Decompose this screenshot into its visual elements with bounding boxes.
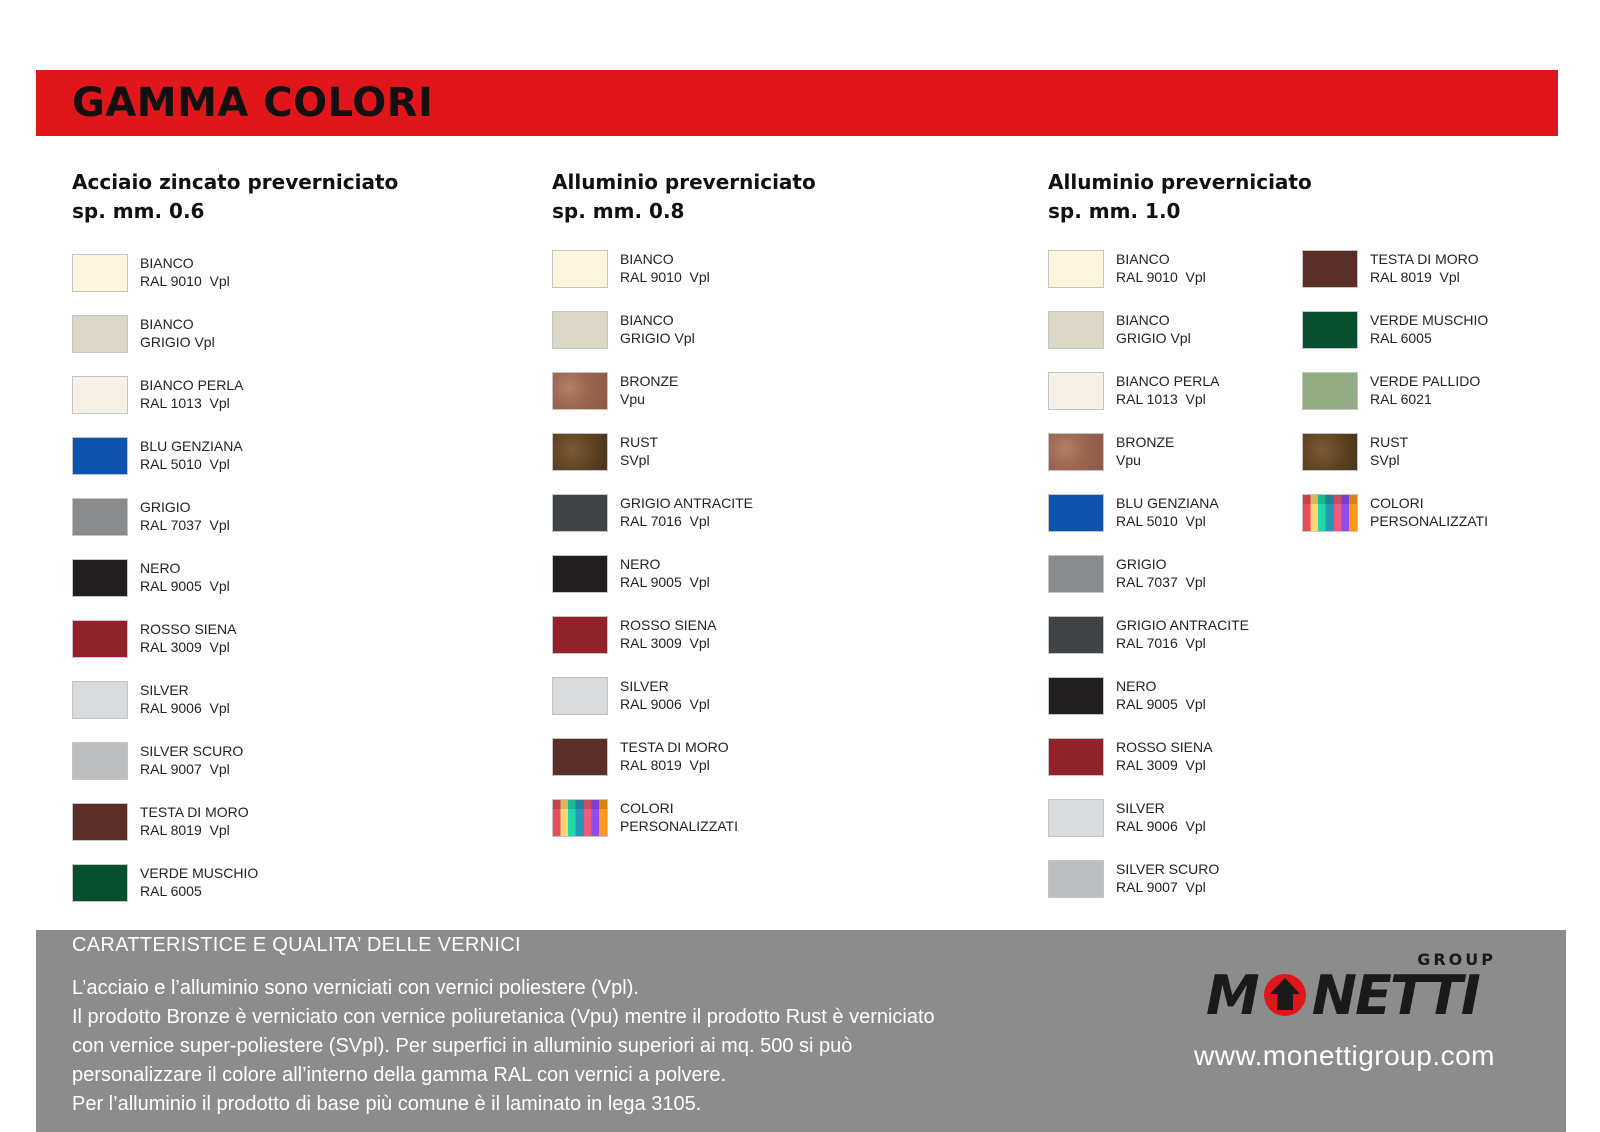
column-heading-line1: Acciaio zincato preverniciato: [72, 170, 399, 194]
color-code: RAL 9006 Vpl: [140, 700, 230, 716]
website-link[interactable]: www.monettigroup.com: [1194, 1040, 1496, 1071]
color-swatch-item: [72, 864, 312, 908]
column-heading: [552, 168, 816, 226]
color-chip: [72, 864, 128, 902]
color-code: RAL 9006 Vpl: [620, 696, 710, 712]
color-chip: [1048, 555, 1104, 593]
color-swatch-item: [1302, 311, 1542, 355]
color-code: SVpl: [1370, 452, 1400, 468]
color-code: RAL 7016 Vpl: [620, 513, 710, 529]
color-swatch-item: [1048, 433, 1288, 477]
color-name: RUST: [620, 434, 659, 450]
color-name: BIANCO PERLA: [1116, 373, 1220, 389]
color-chip: [1048, 860, 1104, 898]
color-code: RAL 8019 Vpl: [1370, 269, 1460, 285]
color-code: GRIGIO Vpl: [140, 334, 215, 350]
color-chip: [1048, 494, 1104, 532]
color-chip: [1048, 677, 1104, 715]
monetti-logo: [1206, 950, 1496, 1040]
color-code: RAL 1013 Vpl: [1116, 391, 1206, 407]
color-name: SILVER SCURO: [140, 743, 244, 759]
color-swatch-item: [1302, 433, 1542, 477]
color-code: RAL 9010 Vpl: [1116, 269, 1206, 285]
color-label: [620, 616, 716, 652]
column-alluminio-08: [552, 168, 816, 834]
color-label: [1116, 860, 1219, 896]
color-chip: [1048, 738, 1104, 776]
footer-heading: CARATTERISTICE E QUALITA’ DELLE VERNICI: [72, 934, 521, 956]
color-name: BLU GENZIANA: [1116, 495, 1219, 511]
color-label: [1116, 677, 1206, 713]
column-acciaio-06: [72, 168, 399, 899]
color-code: RAL 9010 Vpl: [620, 269, 710, 285]
color-code: PERSONALIZZATI: [620, 818, 738, 834]
color-chip: [552, 311, 608, 349]
color-chip: [1048, 433, 1104, 471]
footer-line: Per l’alluminio il prodotto di base più comune è il laminato in lega 3105.: [72, 1093, 702, 1115]
color-swatch-item: [552, 555, 792, 599]
color-label: [140, 437, 243, 473]
color-swatch-item: [552, 738, 792, 782]
color-label: [620, 677, 710, 713]
column-alluminio-10: [1048, 168, 1489, 895]
footer-line: con vernice super-poliestere (SVpl). Per superfici in alluminio superiori ai mq. 500 si può: [72, 1035, 853, 1057]
color-label: [1370, 372, 1480, 408]
color-chip: [72, 315, 128, 353]
color-code: RAL 5010 Vpl: [140, 456, 230, 472]
color-chip: [552, 250, 608, 288]
color-label: [1116, 799, 1206, 835]
color-chip: [72, 559, 128, 597]
column-heading-line1: Alluminio preverniciato: [552, 170, 816, 194]
color-swatch-item: [552, 677, 792, 721]
color-code: RAL 9005 Vpl: [1116, 696, 1206, 712]
color-swatch-item: [1302, 494, 1542, 538]
color-code: RAL 6021: [1370, 391, 1432, 407]
color-name: TESTA DI MORO: [140, 804, 249, 820]
color-name: SILVER SCURO: [1116, 861, 1220, 877]
color-swatch-item: [72, 315, 312, 359]
color-chip: [1048, 372, 1104, 410]
color-name: BIANCO: [620, 312, 674, 328]
color-chip: [1302, 250, 1358, 288]
color-name: GRIGIO: [1116, 556, 1167, 572]
color-label: [140, 376, 243, 412]
color-name: VERDE PALLIDO: [1370, 373, 1481, 389]
color-chip: [552, 616, 608, 654]
color-chip: [1302, 433, 1358, 471]
color-swatch-item: [1302, 372, 1542, 416]
color-label: [1116, 555, 1206, 591]
color-code: RAL 9006 Vpl: [1116, 818, 1206, 834]
color-name: TESTA DI MORO: [620, 739, 729, 755]
column-heading-line2: sp. mm. 1.0: [1048, 199, 1181, 223]
logo-group-text: GROUP: [1417, 950, 1496, 969]
color-label: [1116, 616, 1249, 652]
color-name: ROSSO SIENA: [1116, 739, 1213, 755]
color-code: RAL 9005 Vpl: [620, 574, 710, 590]
color-code: RAL 3009 Vpl: [1116, 757, 1206, 773]
footer-band: [36, 930, 1566, 1132]
color-name: NERO: [140, 560, 181, 576]
color-code: GRIGIO Vpl: [1116, 330, 1191, 346]
color-chip: [72, 742, 128, 780]
color-swatch-item: [552, 799, 792, 843]
color-chip: [552, 799, 608, 837]
color-label: [1370, 250, 1479, 286]
color-name: GRIGIO ANTRACITE: [620, 495, 754, 511]
color-swatch-item: [552, 433, 792, 477]
column-heading-line2: sp. mm. 0.6: [72, 199, 205, 223]
color-code: RAL 8019 Vpl: [140, 822, 230, 838]
color-swatch-item: [72, 742, 312, 786]
color-name: RUST: [1370, 434, 1409, 450]
color-name: NERO: [620, 556, 661, 572]
color-label: [140, 803, 249, 839]
color-name: NERO: [1116, 678, 1157, 694]
color-swatch-item: [1048, 677, 1288, 721]
color-swatch-item: [1048, 311, 1288, 355]
color-swatch-item: [72, 254, 312, 298]
color-label: [140, 742, 243, 778]
color-chip: [1048, 250, 1104, 288]
color-chip: [552, 738, 608, 776]
color-label: [1116, 433, 1174, 469]
color-swatch-item: [72, 803, 312, 847]
column-heading: [1048, 168, 1312, 226]
color-name: SILVER: [620, 678, 669, 694]
color-swatch-item: [1302, 250, 1542, 294]
footer-line: L’acciaio e l’alluminio sono verniciati con vernici poliestere (Vpl).: [72, 977, 639, 999]
color-chip: [552, 555, 608, 593]
color-code: GRIGIO Vpl: [620, 330, 695, 346]
column-heading: [72, 168, 398, 226]
color-swatch-item: [72, 376, 312, 420]
logo-word-right: NETTI: [1311, 964, 1479, 1027]
color-label: [140, 498, 230, 534]
color-chip: [72, 437, 128, 475]
color-chip: [552, 433, 608, 471]
color-label: [620, 738, 729, 774]
color-name: SILVER: [1116, 800, 1165, 816]
color-swatch-item: [72, 437, 312, 481]
color-chip: [552, 677, 608, 715]
color-name: TESTA DI MORO: [1370, 251, 1479, 267]
color-name: BRONZE: [1116, 434, 1175, 450]
color-name: COLORI: [1370, 495, 1424, 511]
color-label: [140, 315, 215, 351]
color-label: [620, 433, 658, 469]
color-code: Vpu: [1116, 452, 1141, 468]
color-swatch-item: [552, 494, 792, 538]
color-label: [1116, 494, 1219, 530]
color-name: BIANCO PERLA: [140, 377, 244, 393]
color-label: [1370, 494, 1488, 530]
color-label: [140, 864, 258, 900]
color-label: [1116, 311, 1191, 347]
color-swatch-item: [72, 620, 312, 664]
color-name: BIANCO: [1116, 251, 1170, 267]
color-code: RAL 9007 Vpl: [140, 761, 230, 777]
column-heading-line2: sp. mm. 0.8: [552, 199, 685, 223]
color-label: [140, 559, 230, 595]
color-label: [620, 555, 710, 591]
color-name: BIANCO: [1116, 312, 1170, 328]
color-chip: [72, 376, 128, 414]
color-swatch-item: [552, 311, 792, 355]
color-name: BIANCO: [620, 251, 674, 267]
page-title: GAMMA COLORI: [72, 80, 434, 126]
color-swatch-item: [1048, 738, 1288, 782]
color-chip: [552, 372, 608, 410]
color-chip: [1302, 372, 1358, 410]
color-name: VERDE MUSCHIO: [1370, 312, 1489, 328]
color-chip: [72, 681, 128, 719]
color-chip: [1048, 616, 1104, 654]
logo-word-left: M: [1206, 964, 1258, 1027]
color-code: Vpu: [620, 391, 645, 407]
color-name: BIANCO: [140, 316, 194, 332]
color-code: RAL 7037 Vpl: [1116, 574, 1206, 590]
color-name: BIANCO: [140, 255, 194, 271]
color-label: [1370, 311, 1488, 347]
color-code: RAL 3009 Vpl: [620, 635, 710, 651]
color-chip: [72, 620, 128, 658]
color-swatch-item: [72, 559, 312, 603]
color-code: RAL 7016 Vpl: [1116, 635, 1206, 651]
color-swatch-item: [1048, 616, 1288, 660]
color-label: [1116, 738, 1212, 774]
color-code: RAL 6005: [1370, 330, 1432, 346]
color-code: RAL 1013 Vpl: [140, 395, 230, 411]
color-label: [1370, 433, 1408, 469]
color-label: [620, 372, 678, 408]
color-code: RAL 7037 Vpl: [140, 517, 230, 533]
color-name: GRIGIO ANTRACITE: [1116, 617, 1250, 633]
color-chip: [1048, 799, 1104, 837]
color-swatch-item: [552, 372, 792, 416]
color-chip: [72, 803, 128, 841]
color-chip: [1302, 311, 1358, 349]
color-swatch-item: [1048, 494, 1288, 538]
color-name: BRONZE: [620, 373, 679, 389]
color-chip: [1302, 494, 1358, 532]
color-swatch-item: [1048, 799, 1288, 843]
color-name: BLU GENZIANA: [140, 438, 243, 454]
color-name: GRIGIO: [140, 499, 191, 515]
color-label: [1116, 250, 1206, 286]
column-heading-line1: Alluminio preverniciato: [1048, 170, 1312, 194]
color-name: ROSSO SIENA: [140, 621, 237, 637]
color-swatch-item: [552, 250, 792, 294]
color-code: RAL 9007 Vpl: [1116, 879, 1206, 895]
color-label: [140, 620, 236, 656]
color-name: VERDE MUSCHIO: [140, 865, 259, 881]
color-name: ROSSO SIENA: [620, 617, 717, 633]
color-swatch-item: [1048, 372, 1288, 416]
color-chip: [1048, 311, 1104, 349]
color-swatch-item: [72, 681, 312, 725]
color-code: PERSONALIZZATI: [1370, 513, 1488, 529]
footer-body: [72, 974, 1152, 1119]
house-arrow-icon: [1260, 970, 1310, 1020]
color-label: [140, 681, 230, 717]
color-code: RAL 6005: [140, 883, 202, 899]
color-label: [1116, 372, 1219, 408]
color-swatch-item: [1048, 555, 1288, 599]
color-code: SVpl: [620, 452, 650, 468]
color-code: RAL 5010 Vpl: [1116, 513, 1206, 529]
color-code: RAL 3009 Vpl: [140, 639, 230, 655]
color-label: [620, 494, 753, 530]
footer-line: personalizzare il colore all’interno della gamma RAL con vernici a polvere.: [72, 1064, 727, 1086]
color-code: RAL 8019 Vpl: [620, 757, 710, 773]
color-swatch-item: [1048, 860, 1288, 904]
color-label: [620, 311, 695, 347]
color-swatch-item: [1048, 250, 1288, 294]
color-code: RAL 9005 Vpl: [140, 578, 230, 594]
logo-wordmark: [1206, 964, 1479, 1027]
color-chip: [72, 254, 128, 292]
color-name: SILVER: [140, 682, 189, 698]
color-swatch-item: [72, 498, 312, 542]
color-label: [140, 254, 230, 290]
header-band: [36, 70, 1558, 136]
color-name: COLORI: [620, 800, 674, 816]
color-label: [620, 250, 710, 286]
color-chip: [552, 494, 608, 532]
footer-line: Il prodotto Bronze è verniciato con vernice poliuretanica (Vpu) mentre il prodotto Rust è verniciato: [72, 1006, 935, 1028]
color-code: RAL 9010 Vpl: [140, 273, 230, 289]
color-label: [620, 799, 738, 835]
color-swatch-item: [552, 616, 792, 660]
color-chip: [72, 498, 128, 536]
